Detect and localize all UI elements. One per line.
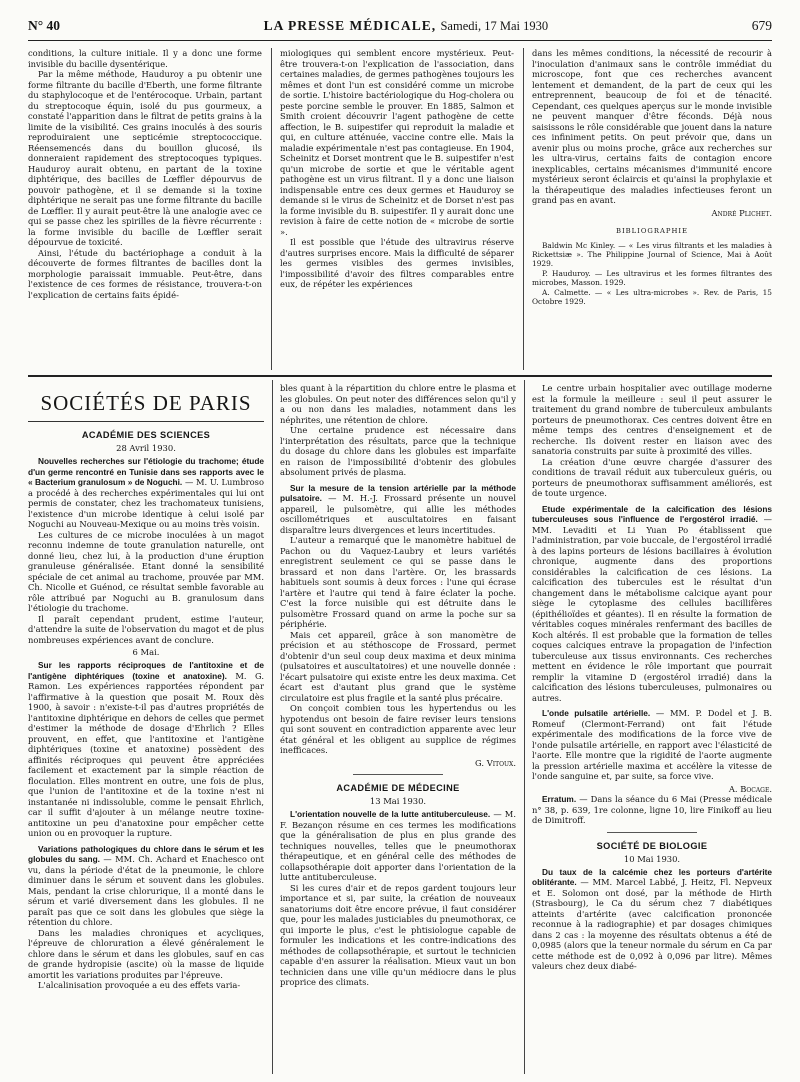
article-text: — MM. Marcel Labbé, J. Heitz, Fl. Nepveux et E. Solomon ont dosé, par la méthode de Hirth (Strasbourg), le Ca du sérum chez 7 diabétiques atteints d'artérite (avec calcification prononcée reconnue à la radiographie) et par dosages chimiques dans 2 cas : la moyenne des résultats obtenus a été de 0,0985 (alors que la teneur normale du sérum en Ca par cette méthode est de 0,092 à 0,096 par litre). Mêmes valeurs chez deux diabé- [532, 877, 772, 971]
article-text: — MM. P. Dodel et J. B. Romeuf (Clermont-Ferrand) ont fait l'étude expérimentale des modifications de la force vive de l'onde pulsatile artérielle, en rapport avec l'élasticité de l'aorte. Elle montre que la rigidité de l'aorte augmente la pression artérielle maxima et accélère la vitesse de l'onde sanguine et, par suite, sa force vive. [532, 708, 772, 781]
bibliography-entry: A. Calmette. — « Les ultra-microbes ». Rev. de Paris, 15 Octobre 1929. [532, 287, 772, 306]
society-heading: ACADÉMIE DE MÉDECINE [336, 783, 460, 793]
issue-date: Samedi, 17 Mai 1930 [440, 19, 549, 33]
article-title: Du taux de la calcémie chez les porteurs d'artérite oblitérante. [532, 866, 772, 887]
column-divider [524, 380, 525, 1074]
separator-rule [607, 832, 697, 833]
article-title: Nouvelles recherches sur l'étiologie du trachome; étude d'un germe rencontré en Tunisie dans ses rapports avec le « Bacterium granulosum » de Noguchi. [28, 456, 264, 487]
session-date: 6 Mai. [132, 647, 160, 657]
page-header [28, 18, 772, 41]
paragraph: L'alcalinisation provoquée a eu des effets varia- [38, 980, 241, 990]
session-date: 28 Avril 1930. [116, 443, 176, 453]
paragraph: L'auteur a remarqué que le manomètre habituel de Pachon ou du Vaquez-Laubry et leurs variétés enregistrent seulement ce qui se passe dans le brassard et non dans l'artère. Or, les brassards habituels sont soumis à deux forces : l'une qui écrase l'artère et l'autre qui tend à faire éclater la poche. C'est la force nuisible qui est détruite dans le pulsomètre Frossard quand on arme la poche sur sa périphérie. [280, 535, 516, 629]
paragraph: Ainsi, l'étude du bactériophage a conduit à la découverte de formes filtrantes de bacilles dont la morphologie paraissait immuable. Peut-être, dans l'existence de ces formes de résistance, trouvera-t-on l'explication de certains faits épidé- [28, 247, 262, 300]
societes-column-2 [280, 383, 516, 1073]
article-title: L'onde pulsatile artérielle. [542, 708, 651, 718]
column-divider [523, 48, 524, 370]
session-date: 13 Mai 1930. [369, 796, 427, 806]
paragraph: Dans les maladies chroniques et acycliques, l'épreuve de chloruration a élevé généralement le chlore dans le sérum et dans les globules, sauf en cas de grande hydropisie (ascite) où la masse de liquide amortit les variations produites par l'épreuve. [28, 927, 264, 980]
article-text: M. G. Ramon. Les expériences rapportées répondent par l'affirmative à la question que posait M. Roux dès 1900, à savoir : n'existe-t-il pas d'autres propriétés de l'antitoxine diphtérique en dehors de celles que permet d'estimer la méthode de dosage d'Ehrlich ? Elles prouvent, en effet, que l'antitoxine et l'antigène diphtériques (toxine et anatoxine) possèdent des affinités réciproques qui peuvent être appréciées facilement et exactement par la simple réaction de floculation. Elles montrent en outre, une fois de plus, que l'union de l'antitoxine et de la toxine n'est ni instantanée ni indissoluble, comme le pensait Ehrlich, car il suffit d'ajouter à un mélange neutre toxine-antitoxine un peu d'anatoxine pour empêcher cette union ou en provoquer la rupture. [28, 670, 264, 838]
author-signature: A. Bocage. [728, 783, 772, 794]
societes-column-3 [532, 383, 772, 1073]
paragraph: dans les mêmes conditions, la nécessité de recourir à l'inoculation d'animaux sans le contrôle immédiat du microscope, font que ces recherches avancent lentement et demandent, de la part de ceux qui les entreprennent, beaucoup de foi et de ténacité. Cependant, ces quelques aperçus sur le monde invisible ne peuvent manquer d'être féconds. Déjà nous saisissons le rôle considérable que jouent dans la nature ces infiniment petits. On peut prévoir que, dans un avenir plus ou moins proche, grâce aux recherches sur les ultra-virus, certains faits de contagion encore inexplicables, certains mécanismes d'immunité encore mystérieux seront éclaircis et qu'ainsi la prophylaxie et la thérapeutique des maladies infectieuses feront un grand pas en avant. [532, 48, 772, 205]
article-text: — M. U. Lumbroso a procédé à des recherches expérimentales qui lui ont permis de constater, chez les trachomateux tunisiens, l'existence d'un microbe identique à celui isolé par Noguchi au Nouveau-Mexique ou au moins très voisin. [28, 477, 264, 529]
article-title: Etude expérimentale de la calcification des lésions tuberculeuses sous l'influence de l'ergostérol irradié. [532, 503, 772, 524]
paragraph: miologiques qui semblent encore mystérieux. Peut-être trouvera-t-on l'explication de l'association, dans certaines maladies, de germes pathogènes toujours les mêmes et dont l'un est considéré comme un microbe de sortie. L'histoire bactériologique du Hog-cholera ou peste porcine semble le prouver. En 1885, Salmon et Smith croient découvrir l'agent pathogène de cette affection, le B. suipestifer qui reproduit la maladie et qui, en culture atténuée, vaccine contre elle. Mais la maladie expérimentale n'est pas contagieuse. En 1904, Scheinitz et Dorset montrent que le B. suipestifer n'est qu'un microbe de sortie et que le véritable agent pathogène est un virus filtrant. Il y a donc une liaison indispensable entre ces deux germes et Hauduroy se demande si le virus de Scheinitz et de Dorset n'est pas la forme invisible du B. suipestifer. Il y aurait donc une revision à faire de cette notion de « microbe de sortie ». [280, 48, 514, 237]
society-heading: ACADÉMIE DES SCIENCES [81, 430, 211, 440]
paragraph: Les cultures de ce microbe inoculées à un magot reconnu indemne de toute granulation naturelle, ont donné lieu, chez lui, à la production d'une éruption granuleuse généralisée. Etant donné la sensibilité spéciale de cet animal au trachome, prouvée par MM. Ch. Nicolle et Guénod, ce résultat semble favorable au rôle attribué par Noguchi au B. granulosum dans l'étiologie du trachome. [28, 529, 264, 613]
author-signature: André Plichet. [711, 207, 772, 218]
article-title: Sur la mesure de la tension artérielle par la méthode pulsatoire. [280, 482, 516, 503]
article-title: Variations pathologiques du chlore dans le sérum et les globules du sang. [28, 843, 264, 864]
bibliography-heading: BIBLIOGRAPHIE [615, 227, 689, 235]
article-title: L'orientation nouvelle de la lutte antituberculeuse. [290, 809, 491, 819]
article-title: Sur les rapports réciproques de l'antitoxine et de l'antigène diphtériques (toxine et anatoxine). [28, 660, 264, 681]
paragraph: Une certaine prudence est nécessaire dans l'interprétation des résultats, parce que la technique du dosage du chlore dans les globules est imparfaite en raison de l'impossibilité d'obtenir des globules absolument privés de plasma. [280, 425, 516, 477]
session-date: 10 Mai 1930. [623, 853, 681, 864]
society-heading: SOCIÉTÉ DE BIOLOGIE [596, 840, 708, 851]
paragraph: Il paraît cependant prudent, estime l'auteur, d'attendre la suite de l'observation du magot et de plus nombreuses expériences avant de conclure. [28, 613, 264, 645]
paragraph: Il est possible que l'étude des ultravirus réserve d'autres surprises encore. Mais la difficulté de séparer les germes visibles des germes invisibles, l'impossibilité d'avoir des filtres comparables entre eux, de répéter les expériences [280, 237, 514, 289]
article-text: — M. H.-J. Frossard présente un nouvel appareil, le pulsomètre, qui allie les méthodes oscillométriques et auscultatoires en faisant disparaître leurs divergences et leurs incertitudes. [280, 493, 516, 535]
paragraph: Si les cures d'air et de repos gardent toujours leur importance et si, par suite, la création de nouveaux sanatoriums doit être encore prévue, il faut considérer que, pour les malades justiciables du pneumothorax, ce qui importe le plus, c'est le phtisiologue capable de formuler les indications et les contre-indications des méthodes de collapsothérapie, et surtout le technicien capable d'en assurer la réalisation. Mieux vaut un bon technicien dans une ville qu'un médiocre dans le plus proprice des climats. [280, 882, 516, 987]
paragraph: La création d'une œuvre chargée d'assurer des conditions de travail réduit aux tuberculeux guéris, ou porteurs de pneumothorax suffisamment améliorés, est de toute urgence. [532, 456, 772, 498]
bibliography-entry: Baldwin Mc Kinley. — « Les virus filtrants et les maladies à Rickettsiæ ». The Philippine Journal of Science, Mai à Août 1929. [532, 240, 772, 268]
column-divider [272, 380, 273, 1074]
page-number: 679 [751, 18, 772, 33]
paragraph: Le centre urbain hospitalier avec outillage moderne est la formule la meilleure : seul il peut assurer le traitement du grand nombre de tuberculeux ambulants porteurs de pneumothorax. Ces centres doivent être en même temps des centres d'enseignement et de recherche. Ils doivent rester en liaison avec des sanatoria construits par suite à proximité des villes. [532, 383, 772, 456]
article-text: — MM. Ch. Achard et Enachesco ont vu, dans la période d'état de la pneumonie, le chlore diminuer dans le sérum et souvent dans les globules. Mais, pendant la crise chlorurique, il a monté dans le sérum et varié diversement dans les globules. Il ne paraît pas que ce soit dans les globules que siège la rétention du chlore. [28, 854, 264, 927]
journal-title [264, 18, 548, 34]
societes-column-1 [28, 383, 264, 1073]
erratum-text: — Dans la séance du 6 Mai (Presse médicale n° 38, p. 639, 1re colonne, ligne 10, lire Finikoff au lieu de Dimitroff. [532, 794, 772, 825]
paragraph: bles quant à la répartition du chlore entre le plasma et les globules. On peut noter des différences selon qu'il y a ou non dans les maladies, notamment dans les néphrites, une rétention de chlore. [280, 383, 516, 425]
erratum-title: Erratum. [542, 794, 577, 804]
section-divider [28, 375, 772, 377]
top-column-2 [280, 48, 514, 368]
paragraph: Mais cet appareil, grâce à son manomètre de précision et au stéthoscope de Frossard, permet d'obtenir d'un seul coup deux maxima et deux minima (pulsatoires et auscultatoires) et une nouvelle donnée : l'écart pulsatoire qui existe entre les deux maxima. Cet écart est d'autant plus grand que le système circulatoire est plus fragile et la santé plus précaire. [280, 629, 516, 703]
column-divider [271, 48, 272, 370]
separator-rule [353, 774, 443, 775]
article-text: — MM. Levaditi et Li Yuan Po établissent que l'administration, par voie buccale, de l'ergostérol irradié à des lapins porteurs de lésions bacillaires à évolution chronique, augmente dans des proportions considérables la calcification de ces lésions. La calcification des tubercules est le résultat d'un changement dans le métabolisme calcique ayant pour siège le cytoplasme des cellules bacillifères (épithélioïdes et géantes). Il en résulte la formation de véritables coques minérales renfermant des bacilles de Koch altérés. Il est probable que la formation de telles coques calciques entrave la propagation de l'infection tuberculeuse aux tissus environnants. Ces recherches mettent en évidence le rôle important que pourrait remplir la vitamine D (ergostérol irradié) dans la calcification des lésions tuberculeuses, pulmonaires ou autres. [532, 514, 772, 703]
journal-name: LA PRESSE MÉDICALE, [263, 18, 437, 33]
paragraph: conditions, la culture initiale. Il y a donc une forme invisible du bacille dysentérique. [28, 48, 262, 69]
top-column-1 [28, 48, 262, 368]
issue-number: N° 40 [28, 18, 61, 33]
author-signature: G. Vitoux. [475, 757, 516, 768]
top-column-3 [532, 48, 772, 368]
section-title: SOCIÉTÉS DE PARIS [28, 391, 264, 422]
bibliography-entry: P. Hauduroy. — Les ultravirus et les formes filtrantes des microbes, Masson. 1929. [532, 268, 772, 287]
paragraph: Par la même méthode, Hauduroy a pu obtenir une forme filtrante du bacille d'Eberth, une forme filtrante du staphylocoque et de l'entérocoque. Urbain, partant du streptocoque équin, isolé du pus gourmeux, a constaté l'apparition dans le filtrat de petits grains à la limite de la visibilité. Ces grains inoculés à des souris reproduiraient une septicémie streptococcique. Réensemencés dans du bouillon glucosé, ils donneraient rapidement des streptocoques typiques. Hauduroy aurait obtenu, en partant de la toxine diphtérique, des bacilles de Lœffler dépourvus de pouvoir pathogène, et il se demande si la toxine diphtérique ne serait pas une forme filtrante du bacille de Lœffler. Il y aurait peut-être là une analogie avec ce qui se passe chez les spirilles de la fièvre récurrente : la forme invisible du bacille de Lœffler serait dépourvue de toxicité. [28, 69, 262, 247]
article-text: — M. F. Bezançon résume en ces termes les modifications que la généralisation de plus en plus grande des techniques nouvelles, telles que le pneumothorax thérapeutique, et en général celle des méthodes de collapsothérapie doit apporter dans l'orientation de la lutte antituberculeuse. [280, 809, 516, 882]
paragraph: On conçoit combien tous les hypertendus ou les hypotendus ont besoin de faire reviser leurs tensions qui sont souvent en contradiction apparente avec leur état général et les obligent au supplice de régimes inefficaces. [280, 703, 516, 755]
